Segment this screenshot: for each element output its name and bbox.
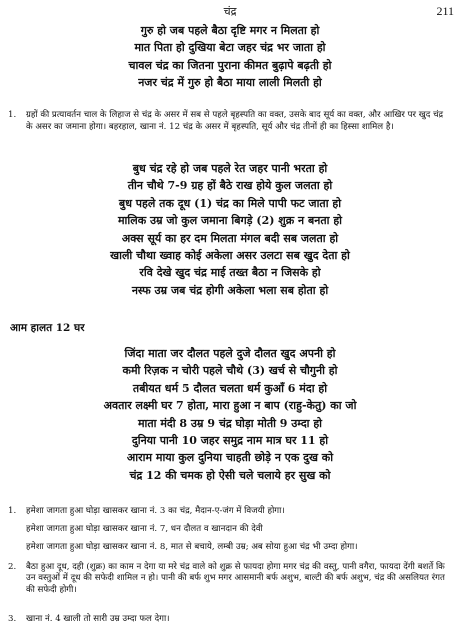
verse-line: मालिक उम्र जो कुल जमाना बिगड़े (2) शुक्र न बनता हो [117,214,343,228]
verse-line: नजर चंद्र में गुरु हो बैठा माया लाली मिलती हो [138,76,322,90]
verse-line: दुनिया पानी 10 जहर समुद्र नाम मात्र घर 11 हो [131,433,329,447]
verse-line: बुध चंद्र रहे हो जब पहले रेत जहर पानी भरता हो [132,162,328,175]
running-title: चंद्र [223,5,237,18]
verse-line: गुरु हो जब पहले बैठा दृष्टि मगर न मिलता हो [140,24,320,37]
verse-block-2 [0,160,460,299]
verse-line: आराम माया कुल दुनिया चाहती छोड़े न एक दुख को [126,451,334,465]
verse-line: अवतार लक्ष्मी घर 7 होता, मारा हुआ न बाप (राहु-केतु) का जो [103,399,357,413]
verse-line: नस्फ उम्र जब चंद्र होगी अकेला भला सब होता हो [131,283,329,297]
verse-line: खाली चौथा ख्वाह कोई अकेला असर उलटा सब खुद देता हो [110,248,350,262]
verse-line: रवि देखे खुद चंद्र माई तख्त बैठा न जिसके हो [139,266,321,280]
verse-line: जिंदा माता जर दौलत पहले दुजे दौलत खुद अपनी हो [124,347,336,360]
verse-block-1 [0,22,460,92]
verse-block-3 [0,345,460,484]
list-item-number: 2. [8,562,17,572]
verse-line: बुध पहले तक दूध (1) चंद्र का मिले पापी फट जाता हो [118,196,342,210]
section-heading: आम हालत 12 घर [10,322,85,334]
verse-line: चावल चंद्र का जितना पुराना कीमत बुढ़ापे बढ़ती हो [128,58,332,72]
list-item-text: खाना नं. 4 खाली तो सारी उम्र उम्दा फल देगा। [26,614,170,624]
page-header [0,4,460,20]
verse-line: मात पिता हो दुखिया बेटा जहर चंद्र भर जाता हो [134,41,326,55]
list-item-line: हमेशा जागता हुआ घोड़ा खासकर खाना नं. 8, मात से बचाये, लम्बी उम्र; अब सोया हुआ चंद्र भी उम्दा होगा। [26,542,358,552]
note-text: ग्रहों की प्रत्यावर्तन चाल के लिहाज से चंद्र के असर में सब से पहले बृहस्पति का वक्त, उसके बाद सूर्य का वक्त, और आखिर पर खुद चंद्र के असर का जमाना होगा। बहरहाल, खाना नं. 12 चंद्र के असर में बृहस्पति, सूर्य और चंद्र तीनों ही का हिस्सा शामिल है। [26,110,444,132]
list-item-line: हमेशा जागता हुआ घोड़ा खासकर खाना नं. 7, धन दौलत व खानदान की देवी [26,524,263,534]
verse-line: कमी रिज़क न चोरी पहले चौथे (3) खर्च से चौगुनी हो [122,364,338,378]
list-item-text: बैठा हुआ दूध, दही (शुक्र) का काम न देगा या मरे चंद्र वाले को शुक्र से फायदा होगा मगर चंद्र की वस्तु, पानी वगैरा, फायदा देंगी बशर्ते कि उन वस्तुओं में दूध की सफेदी शामिल न हो। पानी की बर्फ शुभ मगर आसमानी बर्फ अशुभ, बाल्टी की बर्फ अशुभ, चंद्र की असलियत रंगत की सफेदी होगी। [26,562,445,595]
list-item-number: 3. [8,614,17,624]
verse-line: तीन चौथे 7-9 ग्रह हों बैठे राख होये कुल जलता हो [127,179,333,193]
verse-line: अक्स सूर्य का हर दम मिलता मंगल बदी सब जलता हो [121,231,339,245]
list-item-1 [8,506,452,517]
list-item-3 [8,614,452,625]
note-number: 1. [8,110,17,120]
verse-line: चंद्र 12 की चमक हो ऐसी चले चलाये हर सुख को [129,468,331,482]
list-item-line: हमेशा जागता हुआ घोड़ा खासकर खाना नं. 3 का चंद्र, मैदान-ए-जंग में विजयी होगा। [26,506,285,516]
note-paragraph-1 [8,110,452,133]
page-number: 211 [436,4,454,18]
verse-line: तबीयत धर्म 5 दौलत चलता धर्म कुआँ 6 मंदा हो [132,381,328,395]
verse-line: माता मंदी 8 उम्र 9 चंद्र घोड़ा मोती 9 उम्दा हो [137,416,323,430]
list-item-2 [8,562,452,596]
list-item-number: 1. [8,506,17,516]
